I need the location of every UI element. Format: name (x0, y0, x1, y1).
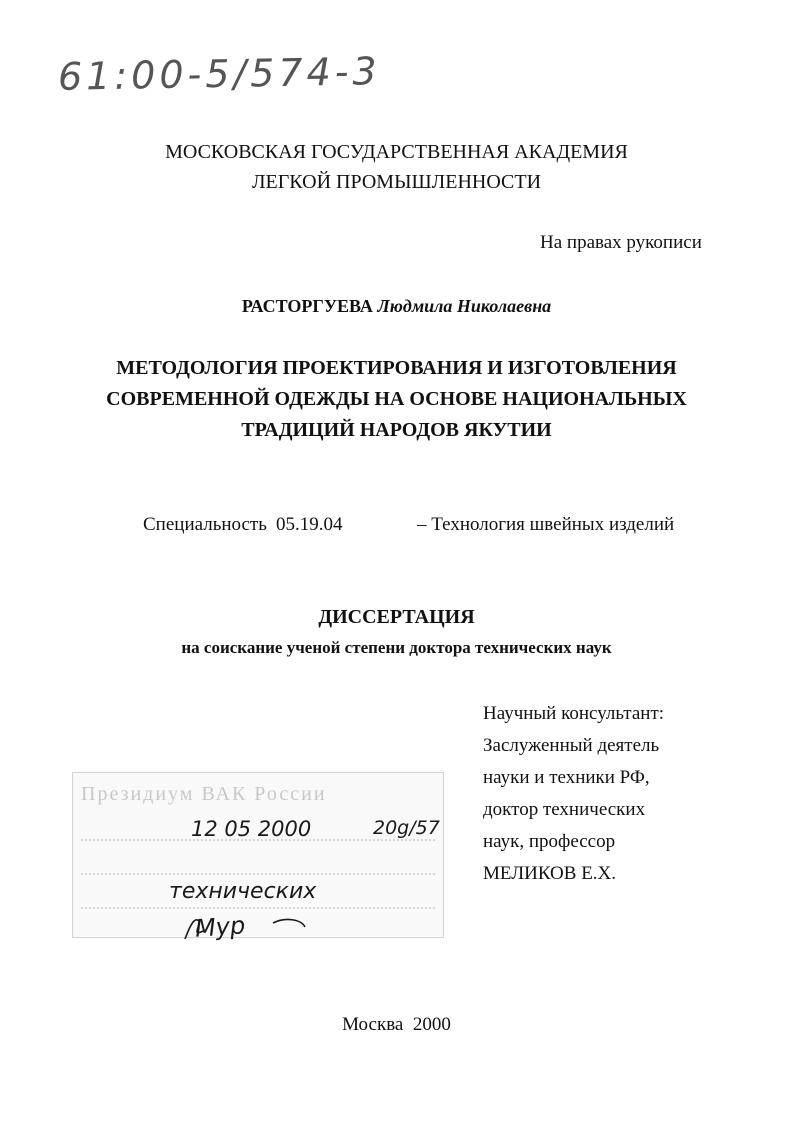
stamp-signature: Мур (194, 911, 247, 943)
manuscript-note: На правах рукописи (540, 232, 702, 253)
consultant-line: наук, профессор (483, 831, 616, 852)
dissertation-title-line-2: СОВРЕМЕННОЙ ОДЕЖДЫ НА ОСНОВЕ НАЦИОНАЛЬНЫХ (106, 388, 687, 410)
author-surname: РАСТОРГУЕВА (241, 296, 373, 316)
consultant-line: науки и техники РФ, (483, 767, 650, 788)
consultant-line: Заслуженный деятель (483, 735, 660, 756)
stamp-header: Президиум ВАК России (81, 783, 327, 805)
consultant-line: Научный консультант: (483, 703, 665, 724)
specialty-name: – Технология швейных изделий (417, 514, 675, 535)
consultant-line: МЕЛИКОВ Е.Х. (483, 863, 617, 884)
stamp-handwritten-word: технических (169, 879, 317, 904)
stamp-date: 12 05 2000 (191, 817, 312, 841)
footer-city: Москва (342, 1014, 404, 1035)
signature-stroke-icon (181, 913, 311, 943)
institution-line-2: ЛЕГКОЙ ПРОМЫШЛЕННОСТИ (251, 171, 542, 193)
stamp-faded-row (81, 859, 435, 875)
footer-city-year (0, 1014, 793, 1036)
document-type: ДИССЕРТАЦИЯ (318, 606, 475, 628)
specialty-code: 05.19.04 (276, 514, 343, 535)
institution-line-1: МОСКОВСКАЯ ГОСУДАРСТВЕННАЯ АКАДЕМИЯ (165, 141, 628, 163)
dissertation-title-line-3: ТРАДИЦИЙ НАРОДОВ ЯКУТИИ (241, 419, 552, 441)
dissertation-title-line-1: МЕТОДОЛОГИЯ ПРОЕКТИРОВАНИЯ И ИЗГОТОВЛЕНИЯ (116, 357, 677, 379)
footer-year: 2000 (412, 1014, 451, 1035)
author-line (0, 296, 793, 317)
author-given-names: Людмила Николаевна (377, 296, 552, 316)
consultant-line: доктор технических (483, 799, 646, 820)
specialty-label: Специальность (143, 514, 267, 535)
approval-stamp (72, 772, 444, 943)
archive-code: 61:00-5/574-3 (57, 49, 381, 99)
consultant-block (483, 698, 664, 890)
stamp-number: 20g/57 (373, 817, 440, 839)
degree-line: на соискание ученой степени доктора технических наук (181, 638, 612, 657)
